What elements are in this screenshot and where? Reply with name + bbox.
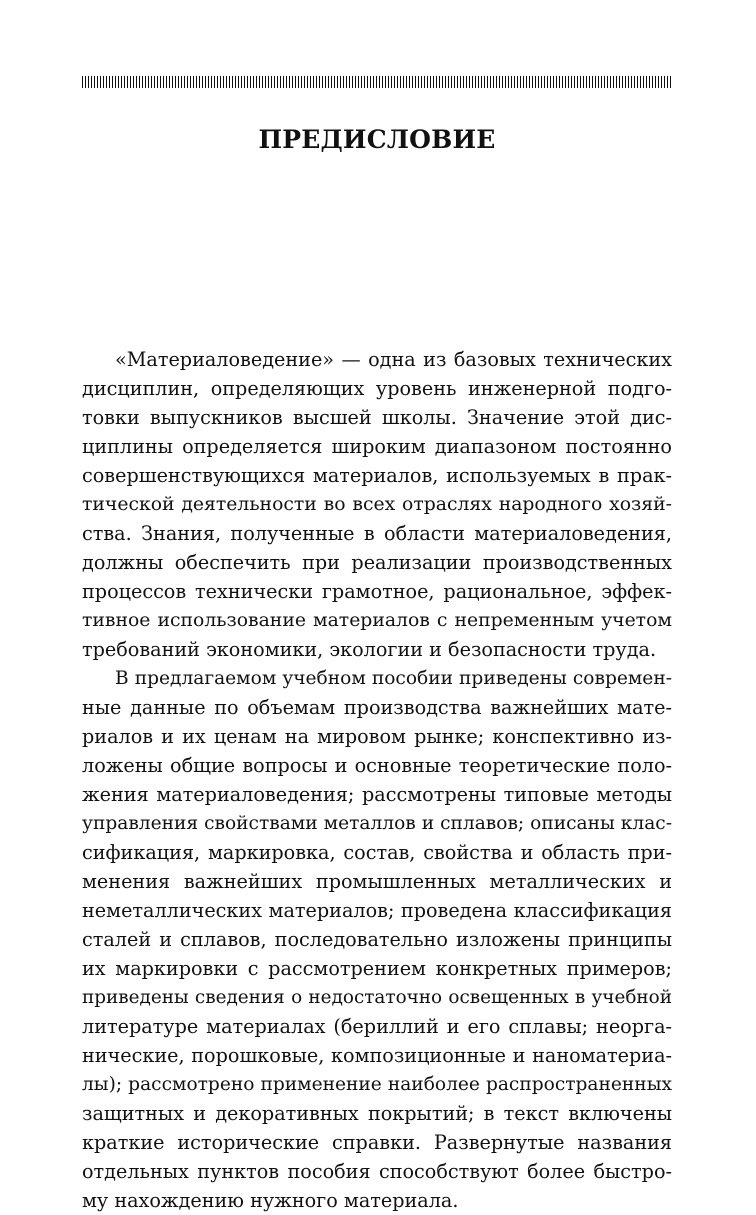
- text-line: управления свойствами металлов и сплавов; описаны клас-: [82, 813, 672, 834]
- text-line: отдельных пунктов пособия способствуют более быстро-: [82, 1160, 672, 1183]
- text-line: тивное использование материалов с непременным учетом: [82, 610, 672, 631]
- text-line: сификация, маркировка, состав, свойства и область при-: [82, 841, 672, 864]
- text-line: ные данные по объемам производства важнейших мате-: [82, 696, 672, 719]
- text-line: требований экономики, экологии и безопасности труда.: [82, 638, 657, 661]
- text-line: процессов технически грамотное, рациональное, эффек-: [82, 580, 672, 603]
- text-line: риалов и их ценам на мировом рынке; конспективно из-: [82, 725, 672, 748]
- text-line: совершенствующихся материалов, используемых в прак-: [82, 464, 672, 487]
- text-line: литературе материалах (бериллий и его сплавы; неорга-: [82, 1015, 672, 1038]
- text-line: нические, порошковые, композиционные и наноматериа-: [82, 1044, 672, 1067]
- text-line: неметаллических материалов; проведена классификация: [82, 899, 672, 922]
- page-heading: ПРЕДИСЛОВИЕ: [258, 125, 496, 154]
- text-line: В предлагаемом учебном пособии приведены современ-: [115, 668, 672, 689]
- text-line: краткие исторические справки. Развернутые названия: [82, 1131, 672, 1154]
- text-line: «Материаловедение» — одна из базовых технических: [115, 348, 672, 371]
- text-line: жения материаловедения; рассмотрены типовые методы: [82, 783, 672, 806]
- text-line: му нахождению нужного материала.: [82, 1189, 459, 1212]
- text-line: должны обеспечить при реализации производственных: [82, 551, 672, 574]
- text-line: приведены сведения о недостаточно освещенных в учебной: [82, 987, 672, 1008]
- text-line: товки выпускников высшей школы. Значение этой дис-: [82, 406, 672, 429]
- text-line: сталей и сплавов, последовательно изложены принципы: [82, 928, 672, 951]
- decorative-top-rule: [82, 76, 672, 88]
- body-text: [82, 345, 672, 1215]
- text-line: дисциплин, определяющих уровень инженерной подго-: [82, 377, 672, 400]
- text-line: лы); рассмотрено применение наиболее распространенных: [82, 1074, 672, 1095]
- text-line: их маркировки с рассмотрением конкретных примеров;: [82, 957, 672, 980]
- text-line: защитных и декоративных покрытий; в текст включены: [82, 1102, 672, 1125]
- text-line: циплины определяется широким диапазоном постоянно: [82, 435, 672, 458]
- text-line: ства. Знания, полученные в области материаловедения,: [82, 522, 672, 545]
- text-line: менения важнейших промышленных металлических и: [82, 870, 672, 893]
- text-line: тической деятельности во всех отраслях народного хозяй-: [82, 494, 672, 515]
- text-line: ложены общие вопросы и основные теоретические поло-: [82, 754, 672, 777]
